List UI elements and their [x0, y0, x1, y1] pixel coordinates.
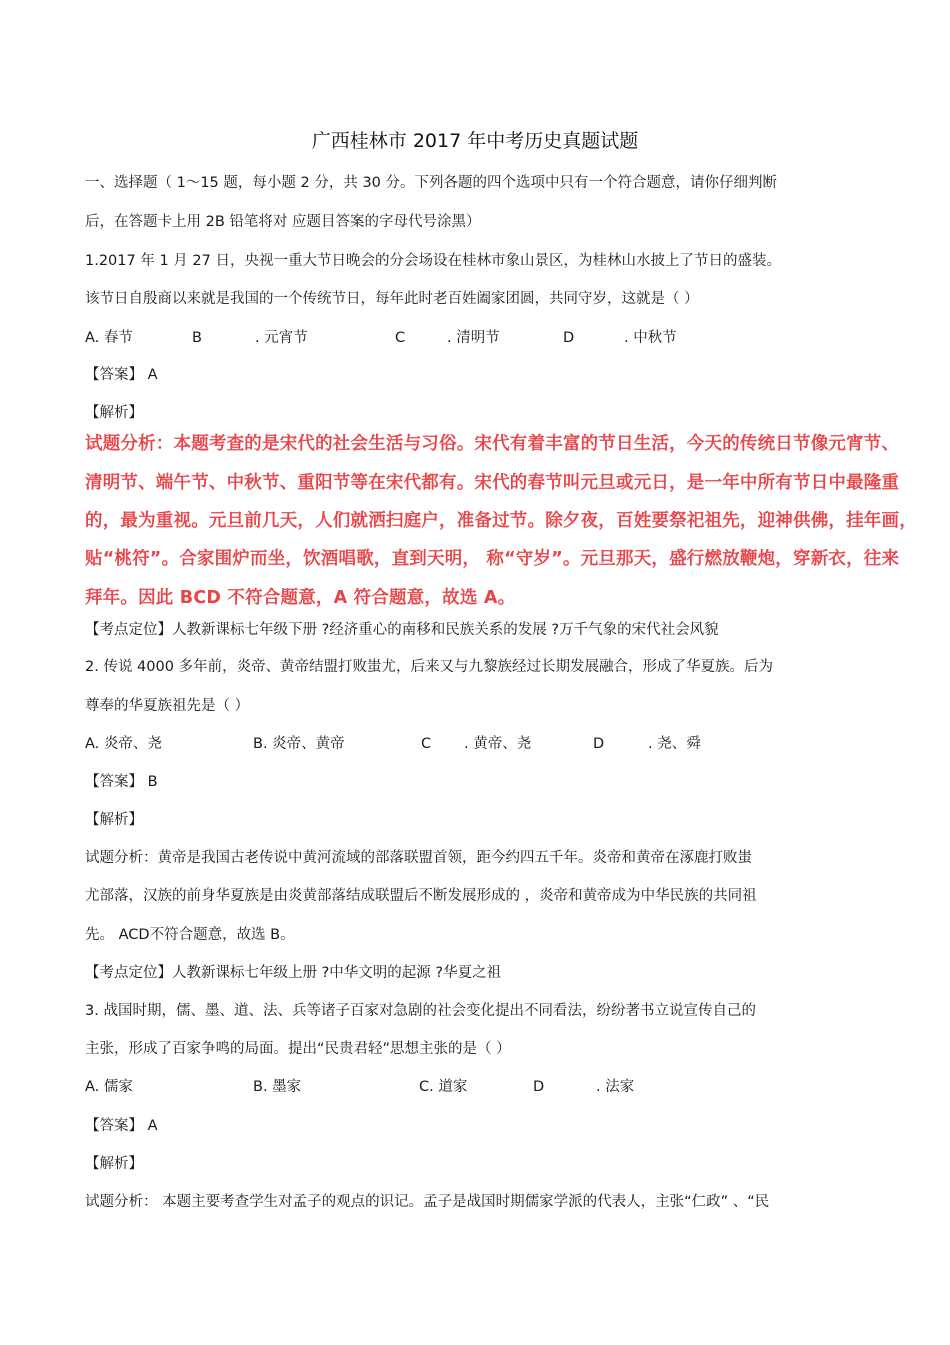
q1-stem-line-1: 1.2017 年 1 月 27 日，央视一重大节日晚会的分会场设在桂林市象山景区，为桂林山水披上了节日的盛装。 — [85, 253, 781, 269]
q1-option-a: A. 春节 — [85, 330, 133, 346]
q1-option-d-letter: D — [563, 330, 575, 346]
q3-stem-line-2: 主张，形成了百家争鸣的局面。提出“民贵君轻”思想主张的是（ ） — [85, 1041, 511, 1057]
q2-analysis-line-2: 尤部落，汉族的前身华夏族是由炎黄部落结成联盟后不断发展形成的 ，炎帝和黄帝成为中华民族的共同祖 — [85, 888, 757, 904]
q2-stem-line-2: 尊奉的华夏族祖先是（ ） — [85, 698, 250, 714]
q1-stem-line-2: 该节日自殷商以来就是我国的一个传统节日，每年此时老百姓阖家团圆，共同守岁，这就是（ ） — [85, 291, 699, 307]
q2-option-d-text: . 尧、舜 — [648, 736, 701, 752]
q1-analysis-line-1: 试题分析：本题考查的是宋代的社会生活与习俗。宋代有着丰富的节日生活，今天的传统日节像元宵节、 — [85, 434, 900, 454]
q3-option-d-text: . 法家 — [596, 1079, 635, 1095]
q1-option-b-text: . 元宵节 — [255, 330, 308, 346]
q2-option-a: A. 炎帝、尧 — [85, 736, 162, 752]
q2-stem-line-1: 2. 传说 4000 多年前，炎帝、黄帝结盟打败蚩尤，后来又与九黎族经过长期发展融合，形成了华夏族。后为 — [85, 659, 774, 675]
q3-analysis-label: 【解析】 — [85, 1156, 143, 1172]
page-title: 广西桂林市 2017 年中考历史真题试题 — [311, 130, 639, 152]
q3-answer: 【答案】 A — [85, 1118, 158, 1134]
q1-point: 【考点定位】人教新课标七年级下册 ?经济重心的南移和民族关系的发展 ?万千气象的宋代社会风貌 — [85, 622, 719, 638]
q3-option-b: B. 墨家 — [253, 1079, 302, 1095]
q2-analysis-label: 【解析】 — [85, 812, 143, 828]
q1-analysis-line-3: 的，最为重视。元旦前几天，人们就洒扫庭户，准备过节。除夕夜，百姓要祭祀祖先，迎神供佛，挂年画， — [85, 511, 917, 531]
q1-answer: 【答案】 A — [85, 367, 158, 383]
q2-option-d-letter: D — [593, 736, 605, 752]
q1-option-c-letter: C — [395, 330, 406, 346]
q1-option-c-text: . 清明节 — [447, 330, 500, 346]
q3-stem-line-1: 3. 战国时期，儒、墨、道、法、兵等诸子百家对急剧的社会变化提出不同看法，纷纷著书立说宣传自己的 — [85, 1003, 756, 1019]
q2-option-b: B. 炎帝、黄帝 — [253, 736, 345, 752]
q1-option-b-letter: B — [192, 330, 202, 346]
q1-option-d-text: . 中秋节 — [624, 330, 677, 346]
q2-analysis-line-3: 先。 ACD不符合题意，故选 B。 — [85, 927, 295, 943]
q2-option-c-text: . 黄帝、尧 — [464, 736, 532, 752]
q2-answer: 【答案】 B — [85, 774, 158, 790]
q1-analysis-line-4: 贴“桃符”。合家围炉而坐，饮酒唱歌，直到天明， 称“守岁”。元旦那天，盛行燃放鞭炮，穿新衣，往来 — [85, 549, 900, 569]
q1-analysis-label: 【解析】 — [85, 405, 143, 421]
q1-analysis-line-5: 拜年。因此 BCD 不符合题意，A 符合题意，故选 A。 — [85, 588, 516, 608]
q3-option-a: A. 儒家 — [85, 1079, 133, 1095]
q2-analysis-line-1: 试题分析：黄帝是我国古老传说中黄河流域的部落联盟首领，距今约四五千年。炎帝和黄帝在涿鹿打败蚩 — [85, 850, 752, 866]
intro-line-1: 一、选择题（ 1～15 题，每小题 2 分，共 30 分。下列各题的四个选项中只有一个符合题意，请你仔细判断 — [85, 175, 778, 191]
q1-analysis-line-2: 清明节、端午节、中秋节、重阳节等在宋代都有。宋代的春节叫元旦或元日，是一年中所有节日中最隆重 — [85, 473, 900, 493]
intro-line-2: 后，在答题卡上用 2B 铅笔将对 应题目答案的字母代号涂黑） — [85, 214, 481, 230]
q3-analysis-line-1: 试题分析： 本题主要考查学生对孟子的观点的识记。孟子是战国时期儒家学派的代表人，主张“仁政” 、“民 — [85, 1194, 770, 1210]
q3-option-d-letter: D — [533, 1079, 545, 1095]
q3-option-c: C. 道家 — [419, 1079, 468, 1095]
q2-point: 【考点定位】人教新课标七年级上册 ?中华文明的起源 ?华夏之祖 — [85, 965, 502, 981]
q2-option-c-letter: C — [421, 736, 432, 752]
